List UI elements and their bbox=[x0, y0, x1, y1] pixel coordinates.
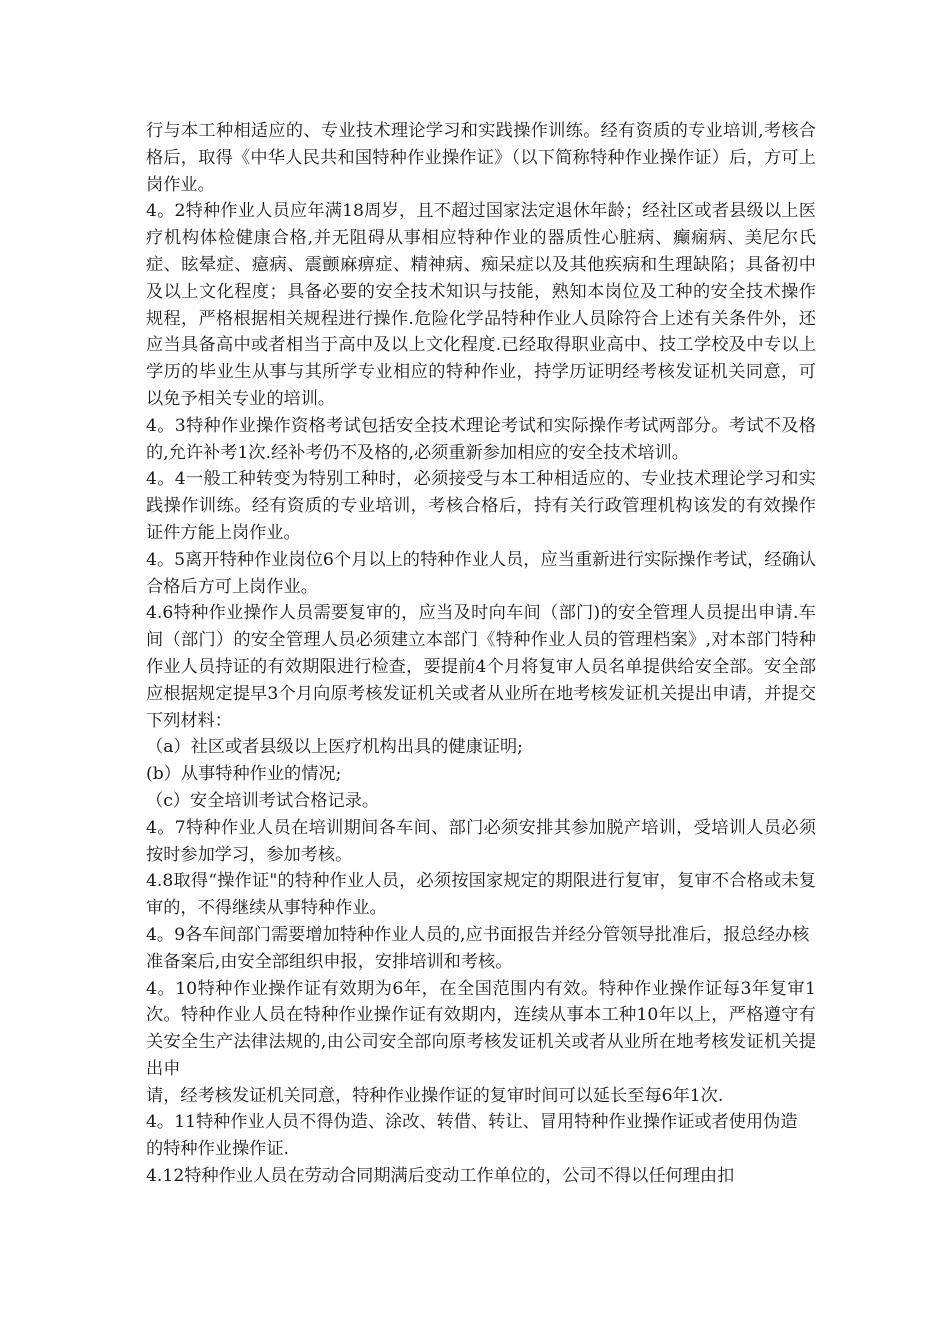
paragraph-4-10: 4。10特种作业操作证有效期为6年，在全国范围内有效。特种作业操作证每3年复审1次。特种作业人员在特种作业操作证有效期内，连续从事本工种10年以上，严格遵守有关安全生产法律法规的,由公司安全部向原考核发证机关或者从业所在地考核发证机关提出申 bbox=[146, 978, 816, 1079]
paragraph-4-4: 4。4一般工种转变为特别工种时，必须接受与本工种相适应的、专业技术理论学习和实践操作训练。经有资质的专业培训，考核合格后，持有关行政管理机构该发的有效操作证件方能上岗作业。 bbox=[146, 469, 816, 543]
paragraph-4-11-continued: 的特种作业操作证. bbox=[146, 1139, 289, 1160]
paragraph-4-2: 4。2特种作业人员应年满18周岁，且不超过国家法定退休年龄；经社区或者县级以上医疗机构体检健康合格,并无阻碍从事相应特种作业的器质性心脏病、癫痫病、美尼尔氏症、眩晕症、癔病、震颤麻痹症、精神病、痴呆症以及其他疾病和生理缺陷；具备初中及以上文化程度；具备必要的安全技术知识与技能，熟知本岗位及工种的安全技术操作规程，严格根据相关规程进行操作.危险化学品特种作业人员除符合上述有关条件外，还应当具备高中或者相当于高中及以上文化程度.已经取得职业高中、技工学校及中专以上学历的毕业生从事与其所学专业相应的特种作业，持学历证明经考核发证机关同意，可以免予相关专业的培训。 bbox=[146, 201, 816, 409]
paragraph-4-12: 4.12特种作业人员在劳动合同期满后变动工作单位的，公司不得以任何理由扣 bbox=[146, 1166, 735, 1187]
list-item-b: (b）从事特种作业的情况; bbox=[146, 764, 342, 785]
paragraph-4-9-continued: 准备案后,由安全部组织申报，安排培训和考核。 bbox=[146, 951, 513, 972]
paragraph-4-9: 4。9各车间部门需要增加特种作业人员的,应书面报告并经分管领导批准后，报总经办核 bbox=[146, 924, 810, 945]
list-item-a: （a）社区或者县级以上医疗机构出具的健康证明; bbox=[146, 737, 523, 758]
paragraph-4-3: 4。3特种作业操作资格考试包括安全技术理论考试和实际操作考试两部分。考试不及格的,允许补考1次.经补考仍不及格的,必须重新参加相应的安全技术培训。 bbox=[146, 415, 816, 463]
paragraph-4-5: 4。5离开特种作业岗位6个月以上的特种作业人员，应当重新进行实际操作考试，经确认合格后方可上岗作业。 bbox=[146, 549, 816, 597]
paragraph-4-7: 4。7特种作业人员在培训期间各车间、部门必须安排其参加脱产培训，受培训人员必须按时参加学习，参加考核。 bbox=[146, 817, 816, 865]
paragraph-4-8: 4.8取得“操作证"的特种作业人员，必须按国家规定的期限进行复审，复审不合格或未复审的，不得继续从事特种作业。 bbox=[146, 871, 816, 919]
document-body bbox=[146, 118, 816, 1190]
paragraph-1: 行与本工种相适应的、专业技术理论学习和实践操作训练。经有资质的专业培训,考核合格后，取得《中华人民共和国特种作业操作证》（以下简称特种作业操作证）后，方可上岗作业。 bbox=[146, 121, 816, 195]
paragraph-4-11: 4。11特种作业人员不得伪造、涂改、转借、转让、冒用特种作业操作证或者使用伪造 bbox=[146, 1112, 798, 1133]
paragraph-4-6: 4.6特种作业操作人员需要复审的，应当及时向车间（部门)的安全管理人员提出申请.车间（部门）的安全管理人员必须建立本部门《特种作业人员的管理档案》,对本部门特种作业人员持证的有效期限进行检查，要提前4个月将复审人员名单提供给安全部。安全部应根据规定提早3个月向原考核发证机关或者从业所在地考核发证机关提出申请，并提交下列材料： bbox=[146, 603, 816, 731]
list-item-c: （c）安全培训考试合格记录。 bbox=[146, 790, 380, 811]
paragraph-4-10-continued: 请，经考核发证机关同意，特种作业操作证的复审时间可以延长至每6年1次. bbox=[146, 1085, 724, 1106]
